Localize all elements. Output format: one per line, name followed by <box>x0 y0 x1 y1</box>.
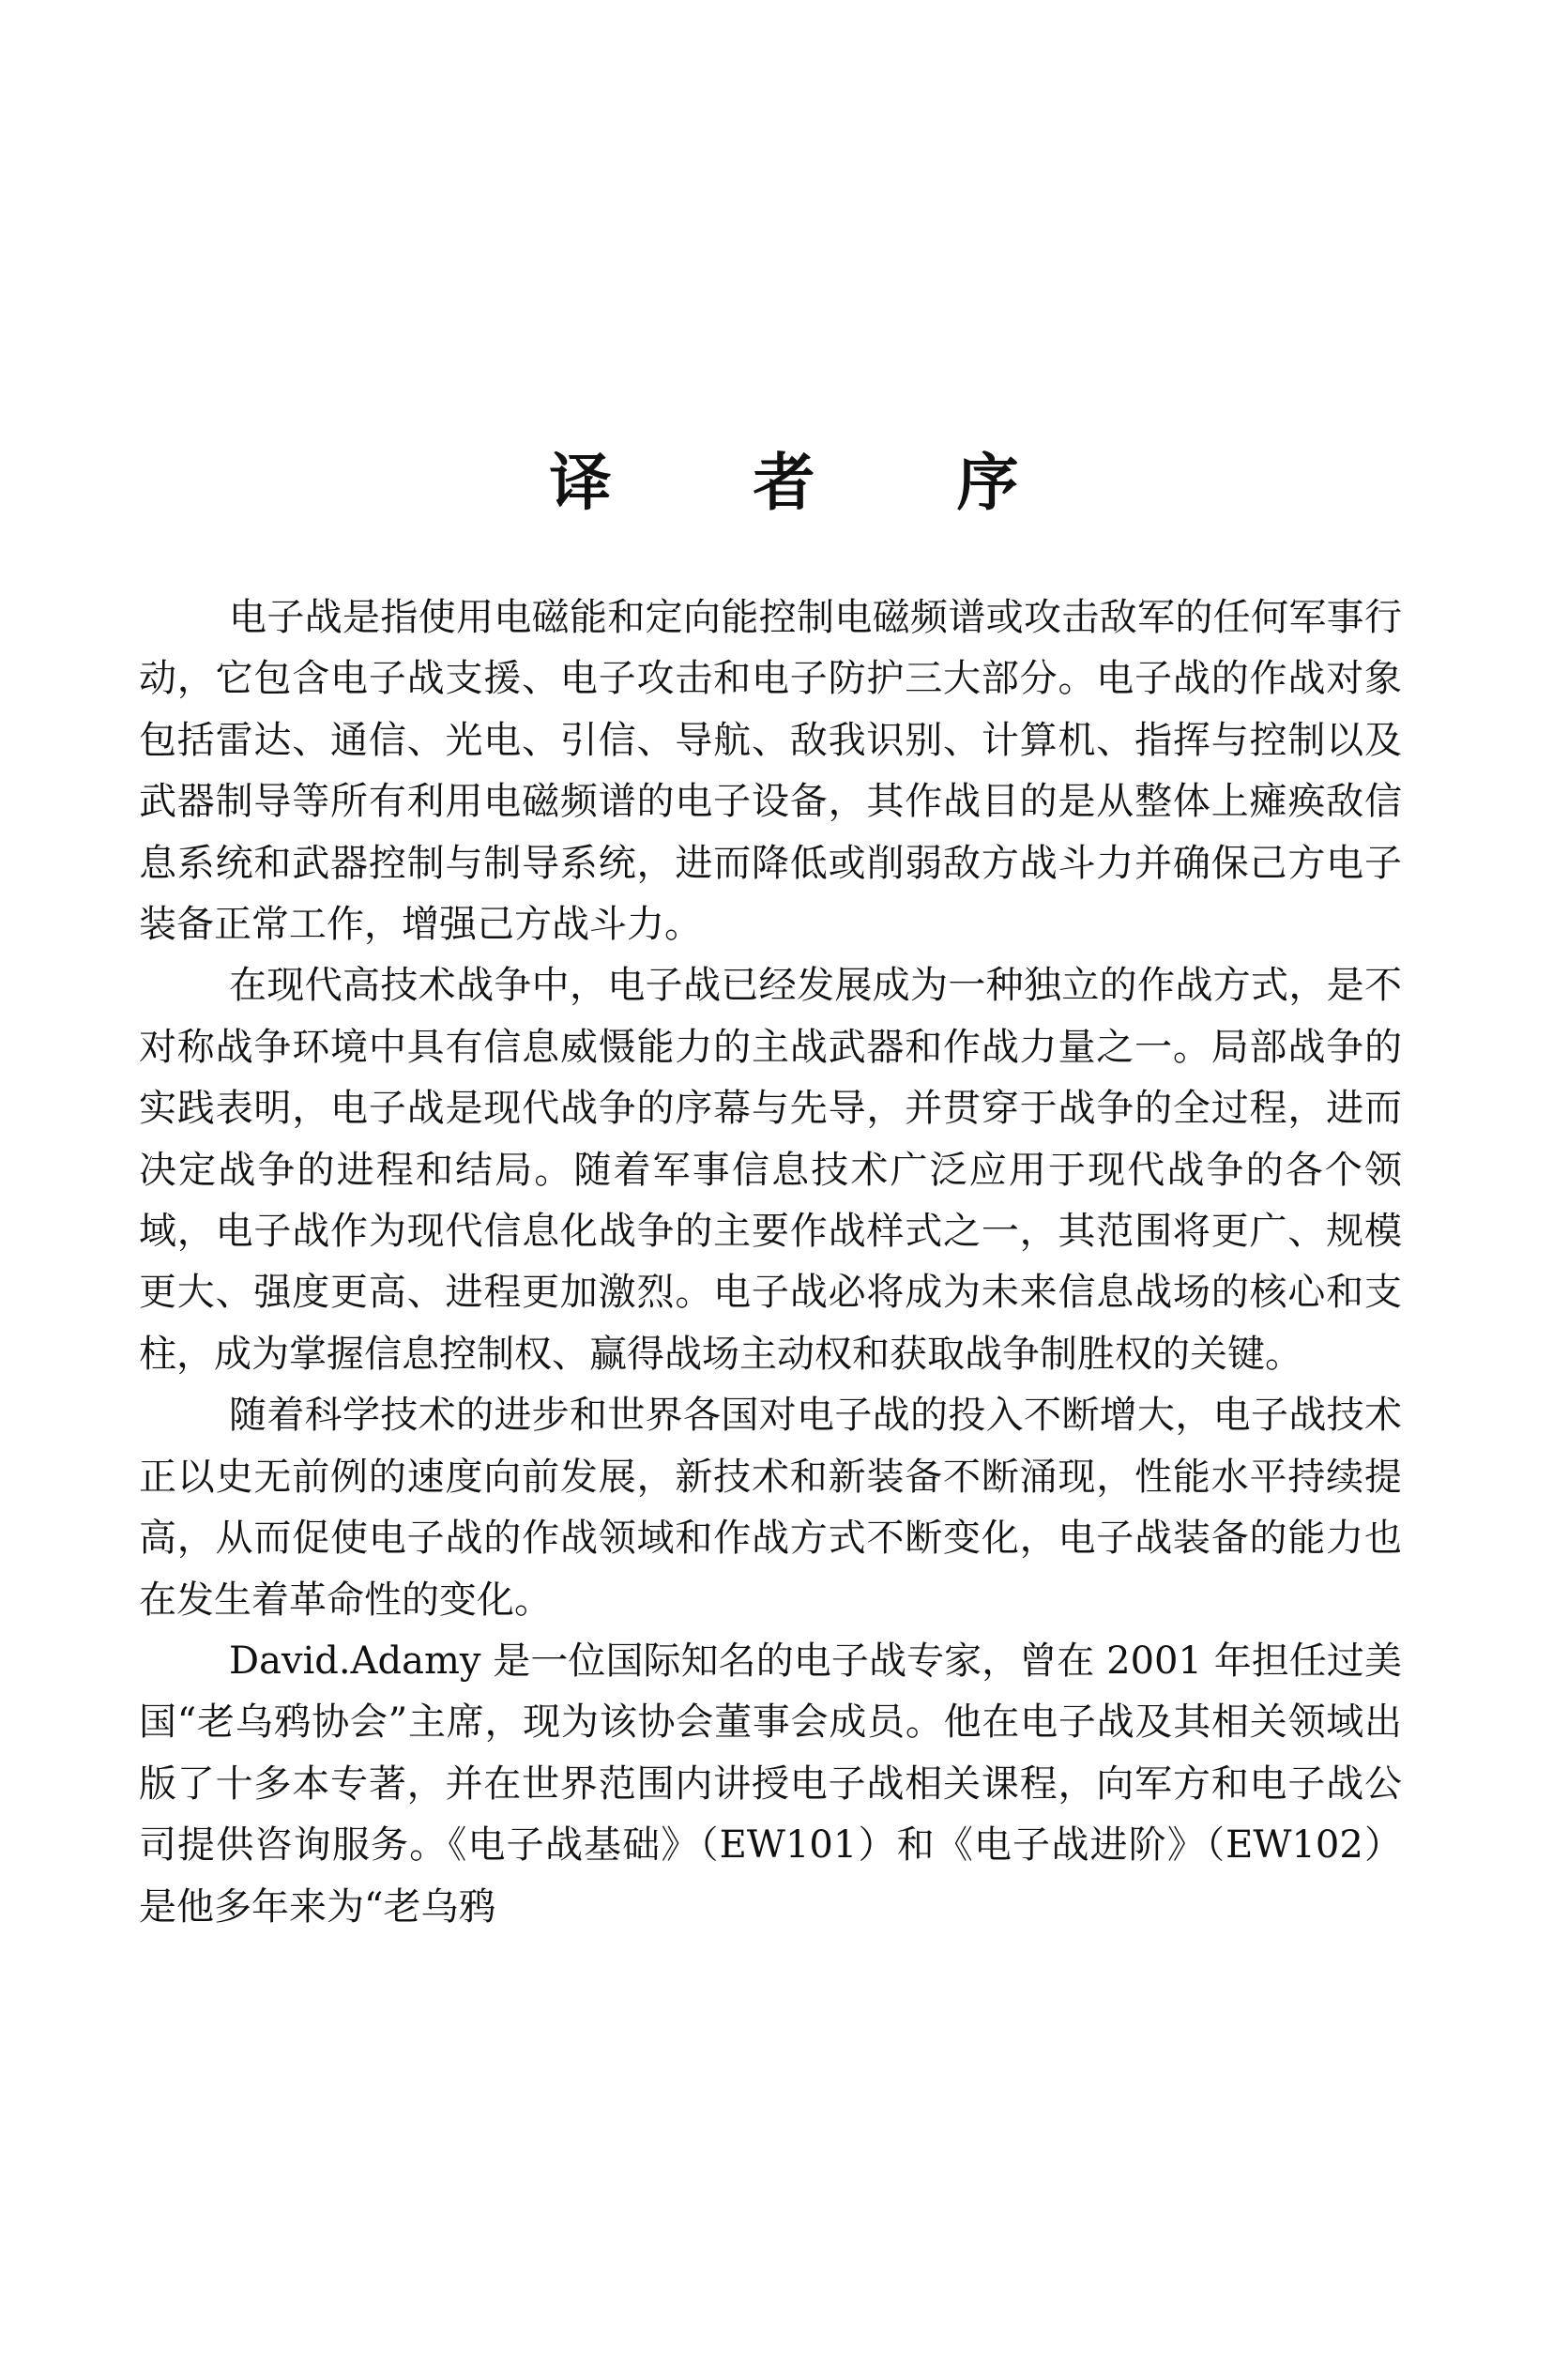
body-text <box>139 587 1402 1938</box>
paragraph-4: David.Adamy 是一位国际知名的电子战专家，曾在 2001 年担任过美国“老乌鸦协会”主席，现为该协会董事会成员。他在电子战及其相关领域出版了十多本专著，并在世界范围内讲授电子战相关课程，向军方和电子战公司提供咨询服务。《电子战基础》（EW101）和《电子战进阶》（EW102）是他多年来为“老乌鸦 <box>139 1639 1402 1929</box>
paragraph-3: 随着科学技术的进步和世界各国对电子战的投入不断增大，电子战技术正以史无前例的速度向前发展，新技术和新装备不断涌现，性能水平持续提高，从而促使电子战的作战领域和作战方式不断变化，电子战装备的能力也在发生着革命性的变化。 <box>139 1394 1402 1622</box>
paragraph-1: 电子战是指使用电磁能和定向能控制电磁频谱或攻击敌军的任何军事行动，它包含电子战支援、电子攻击和电子防护三大部分。电子战的作战对象包括雷达、通信、光电、引信、导航、敌我识别、计算机、指挥与控制以及武器制导等所有利用电磁频谱的电子设备，其作战目的是从整体上瘫痪敌信息系统和武器控制与制导系统，进而降低或削弱敌方战斗力并确保己方电子装备正常工作，增强己方战斗力。 <box>139 596 1402 947</box>
paragraph-2: 在现代高技术战争中，电子战已经发展成为一种独立的作战方式，是不对称战争环境中具有信息威慑能力的主战武器和作战力量之一。局部战争的实践表明，电子战是现代战争的序幕与先导，并贯穿于战争的全过程，进而决定战争的进程和结局。随着军事信息技术广泛应用于现代战争的各个领域，电子战作为现代信息化战争的主要作战样式之一，其范围将更广、规模更大、强度更高、进程更加激烈。电子战必将成为未来信息战场的核心和支柱，成为掌握信息控制权、赢得战场主动权和获取战争制胜权的关键。 <box>139 964 1402 1376</box>
page-title: 译 者 序 <box>549 447 1079 519</box>
